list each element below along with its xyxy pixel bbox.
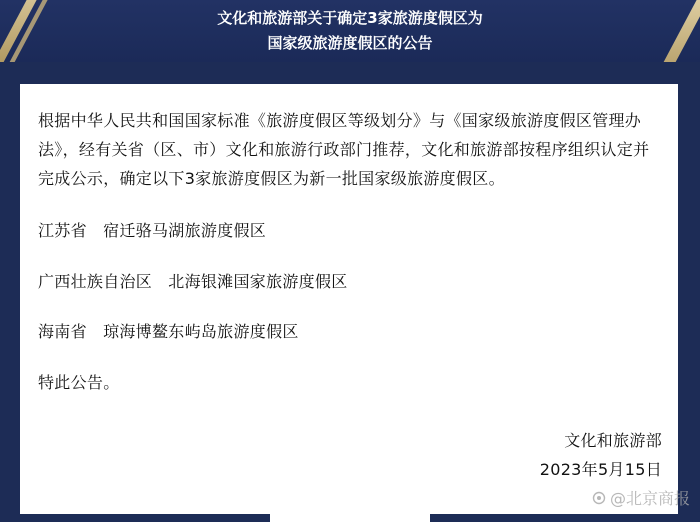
resort-province: 海南省 (38, 322, 87, 341)
resort-province: 广西壮族自治区 (38, 272, 153, 291)
issuer-name: 文化和旅游部 (564, 431, 662, 450)
watermark (592, 486, 690, 509)
panel-bottom-tab (270, 512, 430, 522)
watermark-logo-icon (592, 491, 606, 505)
notice-header (0, 0, 700, 62)
resort-entry (38, 218, 266, 241)
resort-name: 宿迁骆马湖旅游度假区 (103, 221, 267, 240)
page-title (0, 6, 700, 56)
title-line-2: 国家级旅游度假区的公告 (267, 34, 433, 52)
resort-province: 江苏省 (38, 221, 87, 240)
watermark-text: @北京商报 (609, 489, 690, 508)
resort-name: 北海银滩国家旅游度假区 (168, 272, 348, 291)
resort-entry (38, 319, 299, 342)
resort-name: 琼海博鳌东屿岛旅游度假区 (103, 322, 299, 341)
intro-paragraph: 根据中华人民共和国国家标准《旅游度假区等级划分》与《国家级旅游度假区管理办法》，经有关省（区、市）文化和旅游行政部门推荐，文化和旅游部按程序组织认定并完成公示，确定以下3家旅游度假区为新一批国家级旅游度假区。 (38, 111, 650, 188)
closing-text: 特此公告。 (38, 373, 120, 392)
issue-date: 2023年5月15日 (539, 460, 662, 479)
title-line-1: 文化和旅游部关于确定3家旅游度假区为 (217, 9, 483, 27)
resort-entry (38, 269, 348, 292)
